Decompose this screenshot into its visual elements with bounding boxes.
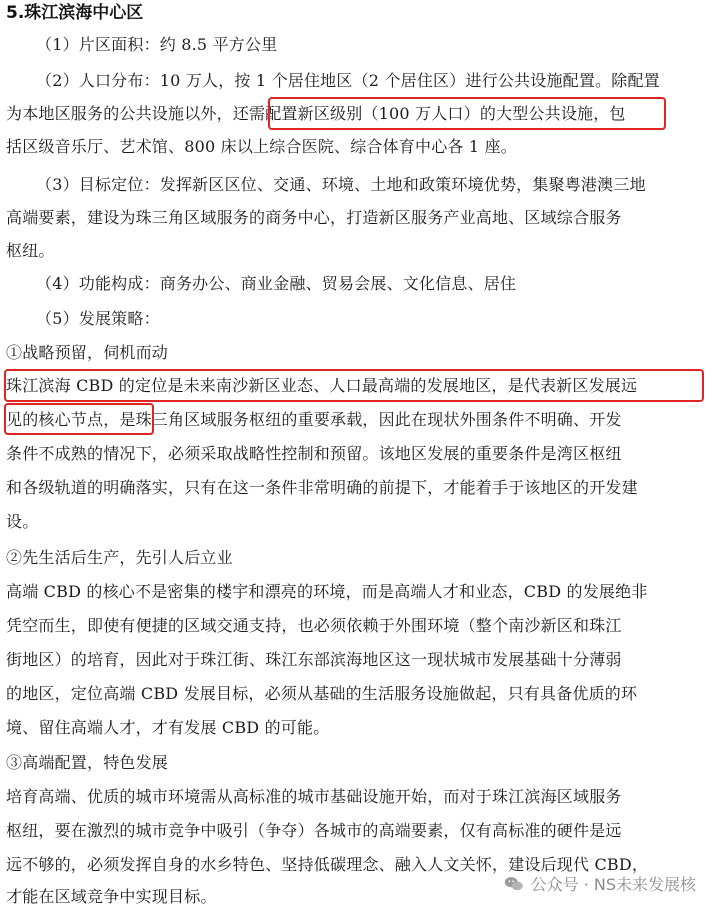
text-line: 凭空而生，即使有便捷的区域交通支持，也必须依赖于外围环境（整个南沙新区和珠江 [6,616,622,635]
text-line: 的地区，定位高端 CBD 发展目标，必须从基础的生活服务设施做起，只有具备优质的环 [6,684,638,703]
text-line: 高端要素，建设为珠三角区域服务的商务中心，打造新区服务产业高地、区域综合服务 [6,208,622,227]
text-line: 培育高端、优质的城市环境需从高标准的城市基础设施开始，而对于珠江滨海区域服务 [6,787,622,806]
text-line: 远不够的，必须发挥自身的水乡特色、坚持低碳理念、融入人文关怀，建设后现代 CBD， [6,855,649,874]
text-line: 为本地区服务的公共设施以外，还需配置新区级别（100 万人口）的大型公共设施，包 [6,104,626,123]
section-title: 5.珠江滨海中心区 [6,3,144,23]
text-line: 街地区）的培育，因此对于珠江街、珠江东部滨海地区这一现状城市发展基础十分薄弱 [6,650,622,669]
text-line: ②先生活后生产，先引人后立业 [6,548,233,567]
text-line: （2）人口分布：10 万人，按 1 个居住地区（2 个居住区）进行公共设施配置。除配置 [36,71,660,90]
text-line: 条件不成熟的情况下，必须采取战略性控制和预留。该地区发展的重要条件是湾区枢纽 [6,444,622,463]
text-line: （4）功能构成：商务办公、商业金融、贸易会展、文化信息、居住 [36,274,517,293]
text-line: （3）目标定位：发挥新区区位、交通、环境、土地和政策环境优势，集聚粤港澳三地 [36,175,646,194]
wechat-icon [503,873,525,895]
watermark-text: 公众号 · NS未来发展核 [530,875,696,894]
text-line: 和各级轨道的明确落实，只有在这一条件非常明确的前提下，才能着手于该地区的开发建 [6,478,638,497]
watermark [503,872,696,895]
text-line: 珠江滨海 CBD 的定位是未来南沙新区业态、人口最高端的发展地区，是代表新区发展远 [6,376,638,395]
text-line: 境、留住高端人才，才有发展 CBD 的可能。 [6,718,330,737]
text-line: 设。 [6,512,39,531]
text-line: 见的核心节点，是珠三角区域服务枢纽的重要承载，因此在现状外围条件不明确、开发 [6,410,622,429]
text-line: ③高端配置，特色发展 [6,753,169,772]
text-line: 括区级音乐厅、艺术馆、800 床以上综合医院、综合体育中心各 1 座。 [6,137,517,156]
text-line: 高端 CBD 的核心不是密集的楼宇和漂亮的环境，而是高端人才和业态，CBD 的发展绝非 [6,582,648,601]
text-line: 枢纽。 [6,241,55,260]
text-line: （1）片区面积：约 8.5 平方公里 [36,35,278,54]
text-line: 才能在区域竞争中实现目标。 [6,887,217,906]
text-line: ①战略预留，伺机而动 [6,343,169,362]
text-line: 枢纽，要在激烈的城市竞争中吸引（争夺）各城市的高端要素，仅有高标准的硬件是远 [6,821,622,840]
text-line: （5）发展策略： [36,309,160,328]
